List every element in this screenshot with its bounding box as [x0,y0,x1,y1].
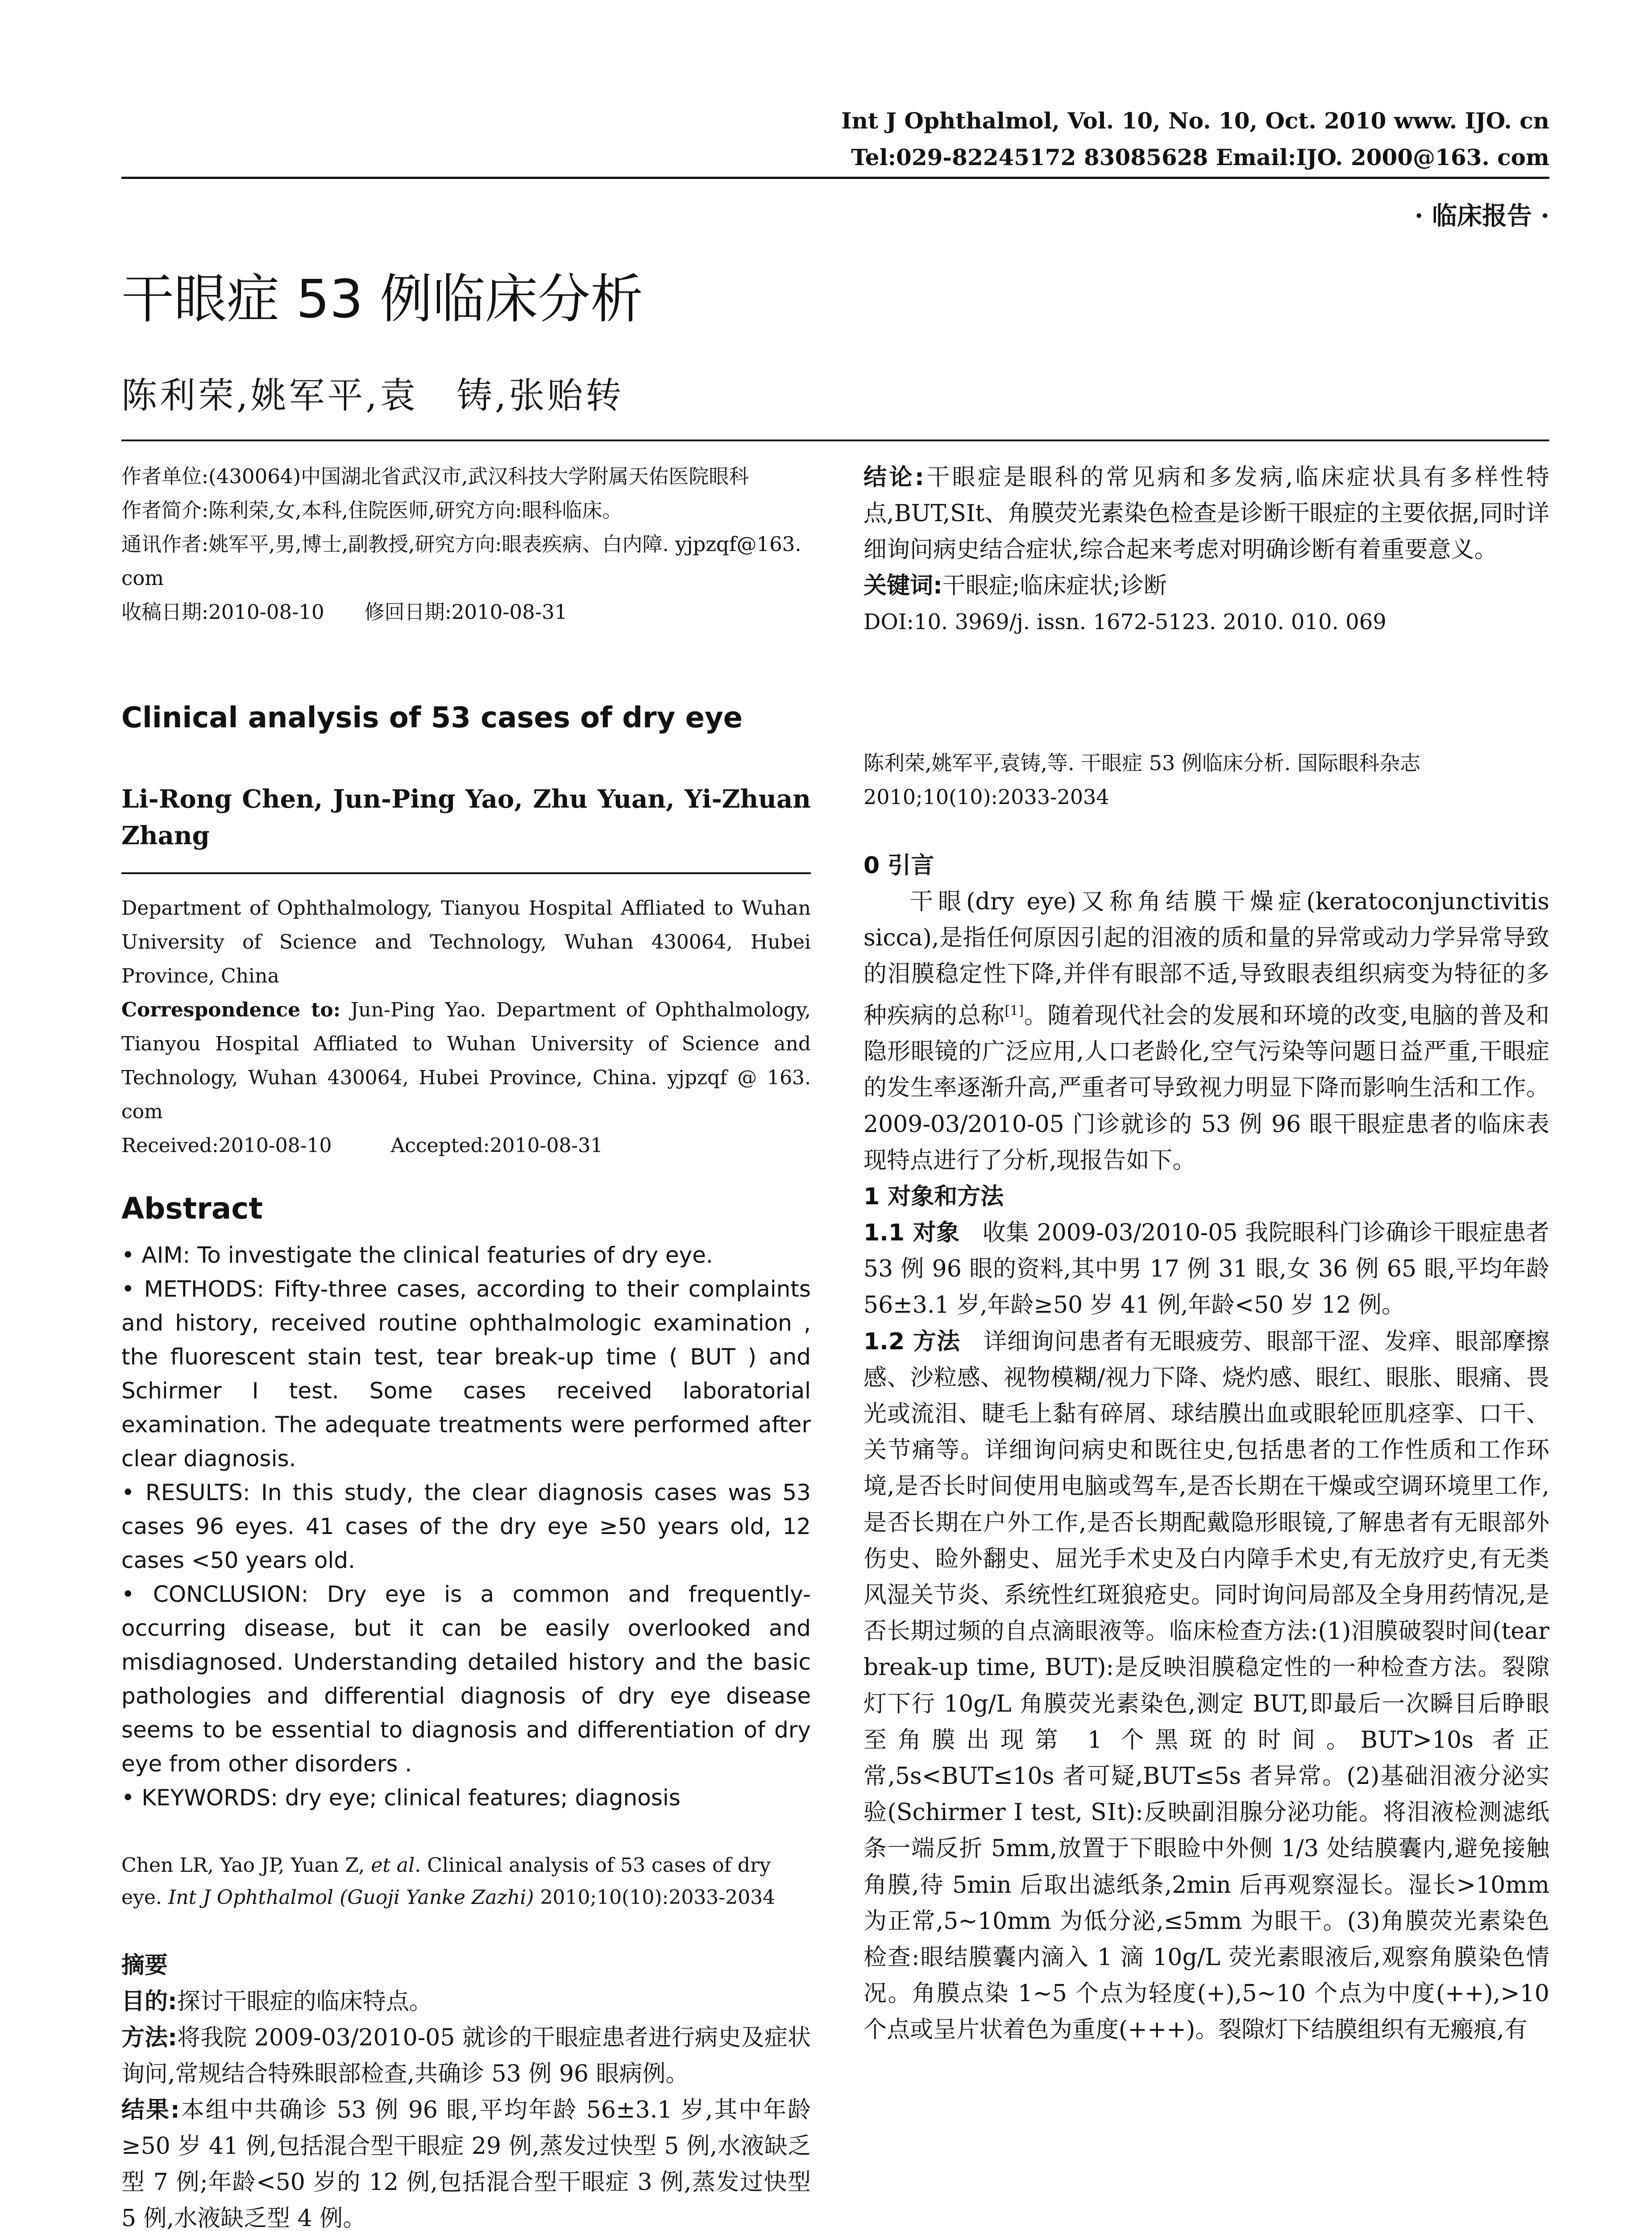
journal-header-line2: Tel:029-82245172 83085628 Email:IJO. 2000@163. com [851,144,1549,170]
doi: DOI:10. 3969/j. issn. 1672-5123. 2010. 010. 069 [863,610,1386,634]
correspondence-text: Jun-Ping Yao. Department of Ophthalmology, Tianyou Hospital Affliated to Wuhan University of Science and Technology, Wuhan 430064, Hubei Province, China. yjpzqf @ 163. com [121,999,811,1123]
abstract-aim: • AIM: To investigate the clinical featuries of dry eye. [121,1242,713,1268]
department-en: Department of Ophthalmology, Tianyou Hospital Affliated to Wuhan University of Science and Technology, Wuhan 430064, Hubei Province, China [121,897,811,987]
authors-zh: 陈利荣,姚军平,袁 铸,张贻转 [121,375,624,416]
zh-results: 结果:本组中共确诊 53 例 96 眼,平均年龄 56±3.1 岁,其中年龄≥50 岁 41 例,包括混合型干眼症 29 例,蒸发过快型 5 例,水液缺乏型 7 例;年龄<50 岁的 12 例,包括混合型干眼症 3 例,蒸发过快型 5 例,水液缺乏型 4 例。 [121,2097,811,2231]
author-affiliation-zh: 作者单位:(430064)中国湖北省武汉市,武汉科技大学附属天佑医院眼科 [121,464,749,488]
section-1-2: 1.2 方法 详细询问患者有无眼疲劳、眼部干涩、发痒、眼部摩擦感、沙粒感、视物模糊/视力下降、烧灼感、眼红、眼胀、眼痛、畏光或流泪、睫毛上黏有碎屑、球结膜出血或眼轮匝肌痉挛、口干、关节痛等。详细询问病史和既往史,包括患者的工作性质和工作环境,是否长时间使用电脑或驾车,是否长期在干燥或空调环境里工作,是否长期在户外工作,是否长期配戴隐形眼镜,了解患者有无眼部外伤史、睑外翻史、屈光手术史及白内障手术史,有无放疗史,有无类风湿关节炎、系统性红斑狼疮史。同时询问局部及全身用药情况,是否长期过频的自点滴眼液等。临床检查方法:(1)泪膜破裂时间(tear break-up time, BUT):是反映泪膜稳定性的一种检查方法。裂隙灯下行 10g/L 角膜荧光素染色,测定 BUT,即最后一次瞬目后睁眼至角膜出现第 1 个黑斑的时间。BUT>10s 者正常,5s<BUT≤10s 者可疑,BUT≤5s 者异常。(2)基础泪液分泌实验(Schirmer I test, SⅠt):反映副泪腺分泌功能。将泪液检测滤纸条一端反折 5mm,放置于下眼睑中外侧 1/3 处结膜囊内,避免接触角膜,待 5min 后取出滤纸条,2min 后再观察湿长。湿长>10mm 为正常,5~10mm 为低分泌,≤5mm 为眼干。(3)角膜荧光素染色检查:眼结膜囊内滴入 1 滴 10g/L 荧光素眼液后,观察角膜染色情况。角膜点染 1~5 个点为轻度(+),5~10 个点为中度(++),>10 个点或呈片状着色为重度(+++)。裂隙灯下结膜组织有无瘢痕,有 [863,1328,1549,2044]
zh-methods: 方法:将我院 2009-03/2010-05 就诊的干眼症患者进行病史及症状询问,常规结合特殊眼部检查,共确诊 53 例 96 眼病例。 [121,2024,811,2087]
zh-abstract-continued [863,460,1549,640]
zh-aim: 目的:探讨干眼症的临床特点。 [121,1988,432,2015]
article-title-zh: 干眼症 53 例临床分析 [121,268,643,330]
main-text [863,848,1549,2049]
abstract-conclusion: • CONCLUSION: Dry eye is a common and frequently-occurring disease, but it can be easily overlooked and misdiagnosed. Understanding detailed history and the basic pathologies and differential diagnosis of dry eye disease seems to be essential to diagnosis and differentiation of dry eye from other disorders . [121,1581,811,1777]
intro-heading: 0 引言 [863,852,934,879]
citation-zh: 陈利荣,姚军平,袁铸,等. 干眼症 53 例临床分析. 国际眼科杂志 2010;10(10):2033-2034 [863,751,1421,809]
abstract-rule [121,872,811,874]
methods-heading: 1 对象和方法 [863,1183,1004,1210]
affiliation-en [121,892,811,1163]
abstract-results: • RESULTS: In this study, the clear diagnosis cases was 53 cases 96 eyes. 41 cases of the dry eye ≥50 years old, 12 cases <50 years old. [121,1480,811,1573]
abstract-body [121,1238,811,1815]
zh-conclusion: 结论:干眼症是眼科的常见病和多发病,临床症状具有多样性特点,BUT,SⅠt、角膜荧光素染色检查是诊断干眼症的主要依据,同时详细询问病史结合症状,综合起来考虑对明确诊断有着重要意义。 [863,464,1549,563]
correspondence-label: Correspondence to: [121,999,341,1021]
author-info [121,460,811,629]
zh-keywords: 关键词:干眼症;临床症状;诊断 [863,572,1167,599]
article-title-en: Clinical analysis of 53 cases of dry eye [121,701,743,734]
section-1-1: 1.1 对象 收集 2009-03/2010-05 我院眼科门诊确诊干眼症患者 53 例 96 眼的资料,其中男 17 例 31 眼,女 36 例 65 眼,平均年龄 56±3.1 岁,年龄≥50 岁 41 例,年龄<50 岁 12 例。 [863,1219,1549,1319]
title-rule [121,440,1549,441]
section-tag: · 临床报告 · [1415,201,1549,231]
zh-abstract-heading: 摘要 [121,1952,168,1979]
abstract-heading: Abstract [121,1191,263,1226]
authors-en: Li-Rong Chen, Jun-Ping Yao, Zhu Yuan, Yi-Zhuan Zhang [121,784,811,850]
header-rule [121,177,1549,179]
zh-abstract [121,1948,811,2231]
abstract-keywords: • KEYWORDS: dry eye; clinical features; diagnosis [121,1785,681,1811]
correspondence-en [121,993,811,1129]
journal-header-line1: Int J Ophthalmol, Vol. 10, No. 10, Oct. 2010 www. IJO. cn [841,108,1549,134]
received-accepted-en: Received:2010-08-10 Accepted:2010-08-31 [121,1134,603,1157]
author-bio: 作者简介:陈利荣,女,本科,住院医师,研究方向:眼科临床。 [121,498,623,522]
abstract-methods: • METHODS: Fifty-three cases, according to their complaints and history, received routine ophthalmologic examination , the fluorescent stain test, tear break-up time ( BUT ) and Schirmer I test. Some cases received laboratorial examination. The adequate treatments were performed after clear diagnosis. [121,1276,811,1472]
corresponding-author: 通讯作者:姚军平,男,博士,副教授,研究方向:眼表疾病、白内障. yjpzqf@163. com [121,532,801,590]
intro-paragraph: 干眼(dry eye)又称角结膜干燥症(keratoconjunctivitis sicca),是指任何原因引起的泪液的质和量的异常或动力学异常导致的泪膜稳定性下降,并伴有眼部不适,导致眼表组织病变为特征的多种疾病的总称[1]。随着现代社会的发展和环境的改变,电脑的普及和隐形眼镜的广泛应用,人口老龄化,空气污染等问题日益严重,干眼症的发生率逐渐升高,严重者可导致视力明显下降而影响生活和工作。2009-03/2010-05 门诊就诊的 53 例 96 眼干眼症患者的临床表现特点进行了分析,现报告如下。 [863,888,1549,1174]
received-dates-zh: 收稿日期:2010-08-10 修回日期:2010-08-31 [121,600,568,624]
citation-en: Chen LR, Yao JP, Yuan Z, et al. Clinical analysis of 53 cases of dry eye. Int J Ophthalmol (Guoji Yanke Zazhi) 2010;10(10):2033-2034 [121,1854,776,1909]
